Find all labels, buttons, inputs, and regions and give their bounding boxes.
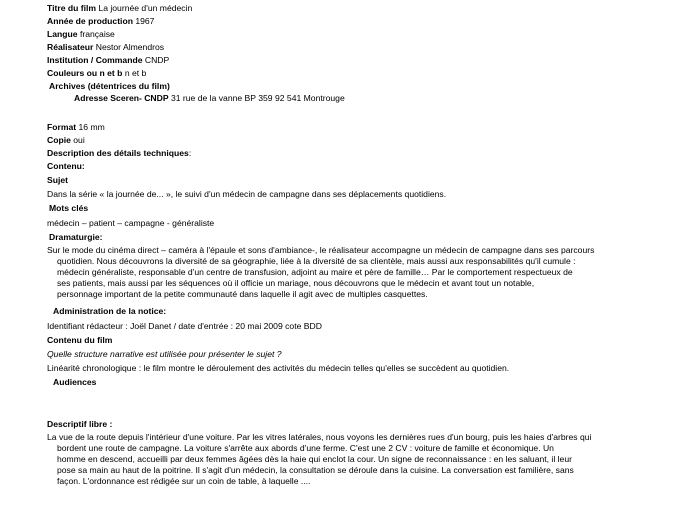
- dramaturgie-line: médecin généraliste, responsable d'un centre de transfusion, adjoint au maire et père de famille… Par le comportement respectueux de: [57, 267, 573, 277]
- field-label: Format: [47, 122, 77, 132]
- field-couleurs: [47, 68, 146, 79]
- field-value: La journée d'un médecin: [98, 3, 193, 13]
- contenu-heading: Contenu:: [47, 161, 85, 171]
- field-label: Copie: [47, 135, 71, 145]
- dramaturgie-heading: Dramaturgie:: [49, 232, 103, 242]
- field-label: Description des détails techniques: [47, 148, 189, 158]
- sujet-text: Dans la série « la journée de... », le suivi d'un médecin de campagne dans ses déplacements quotidiens.: [47, 189, 447, 199]
- adresse-value: 31 rue de la vanne BP 359 92 541 Montrouge: [170, 93, 345, 103]
- archives-adresse: [74, 93, 345, 104]
- contenu-film-heading: Contenu du film: [47, 335, 113, 345]
- archives-heading: Archives (détentrices du film): [49, 81, 170, 91]
- field-institution: [47, 55, 169, 66]
- field-label: Titre du film: [47, 3, 97, 13]
- descriptif-line: pose sa main au haut de la poitrine. Il s'agit d'un médecin, la consultation se déroule dans la cuisine. La conversation est familière, sans: [57, 465, 574, 475]
- field-copie: [47, 135, 85, 146]
- contenu-film-question: Quelle structure narrative est utilisée pour présenter le sujet ?: [47, 349, 282, 359]
- field-label: Langue: [47, 29, 78, 39]
- mots-cles-text: médecin – patient – campagne - généraliste: [47, 218, 215, 228]
- field-label: Réalisateur: [47, 42, 94, 52]
- descriptif-heading: Descriptif libre :: [47, 419, 113, 429]
- descriptif-line: bordent une route de campagne. La voiture s'arrête aux abords d'une ferme. C'est une 2 CV : voiture de famille et économique. Un: [57, 443, 554, 453]
- dramaturgie-line: quotidien. Nous découvrons la diversité de sa géographie, liée à la diversité de sa clientèle, mais aussi aux responsabilités qu'il cumule :: [57, 256, 576, 266]
- field-suffix: :: [188, 148, 192, 158]
- field-label: Institution / Commande: [47, 55, 143, 65]
- dramaturgie-line: ses patients, mais aussi par les séquences où il officie un mariage, nous découvrons que le médecin et avant tout un notable,: [57, 278, 535, 288]
- field-value: n et b: [124, 68, 147, 78]
- field-titre: [47, 3, 192, 14]
- field-label: Année de production: [47, 16, 133, 26]
- sujet-heading: Sujet: [47, 175, 69, 185]
- field-annee: [47, 16, 154, 27]
- field-value: oui: [73, 135, 85, 145]
- descriptif-line: homme en descend, accueilli par deux femmes âgées dès la haie qui enclot la cour. Un signe de reconnaissance : en les saluant, il leur: [57, 454, 572, 464]
- field-realisateur: [47, 42, 164, 53]
- adresse-label: Adresse Sceren- CNDP: [74, 93, 169, 103]
- field-value: française: [79, 29, 115, 39]
- field-value: 1967: [135, 16, 155, 26]
- contenu-film-text: Linéarité chronologique : le film montre le déroulement des activités du médecin telles qu'elles se succèdent au quotidien.: [47, 363, 510, 373]
- field-description-technique: [47, 148, 191, 159]
- administration-heading: Administration de la notice:: [53, 306, 167, 316]
- dramaturgie-paragraph: [47, 245, 655, 300]
- descriptif-paragraph: [47, 432, 655, 487]
- administration-text: Identifiant rédacteur : Joël Danet / date d'entrée : 20 mai 2009 cote BDD: [47, 321, 322, 331]
- field-value: Nestor Almendros: [95, 42, 165, 52]
- field-langue: [47, 29, 115, 40]
- dramaturgie-line: Sur le mode du cinéma direct – caméra à l'épaule et sons d'ambiance-, le réalisateur accompagne un médecin de campagne dans ses parcours: [47, 245, 595, 255]
- dramaturgie-line: personnage important de la petite communauté dans laquelle il agit avec de multiples casquettes.: [57, 289, 428, 299]
- mots-cles-heading: Mots clés: [49, 203, 89, 213]
- audiences-heading: Audiences: [53, 377, 97, 387]
- field-format: [47, 122, 105, 133]
- field-value: 16 mm: [78, 122, 105, 132]
- descriptif-line: La vue de la route depuis l'intérieur d'une voiture. Par les vitres latérales, nous voyons les dernières rues d'un bourg, puis les haies d'arbres qui: [47, 432, 592, 442]
- field-value: CNDP: [144, 55, 170, 65]
- descriptif-line: façon. L'ordonnance est rédigée sur un coin de table, à laquelle ....: [57, 476, 311, 486]
- field-label: Couleurs ou n et b: [47, 68, 123, 78]
